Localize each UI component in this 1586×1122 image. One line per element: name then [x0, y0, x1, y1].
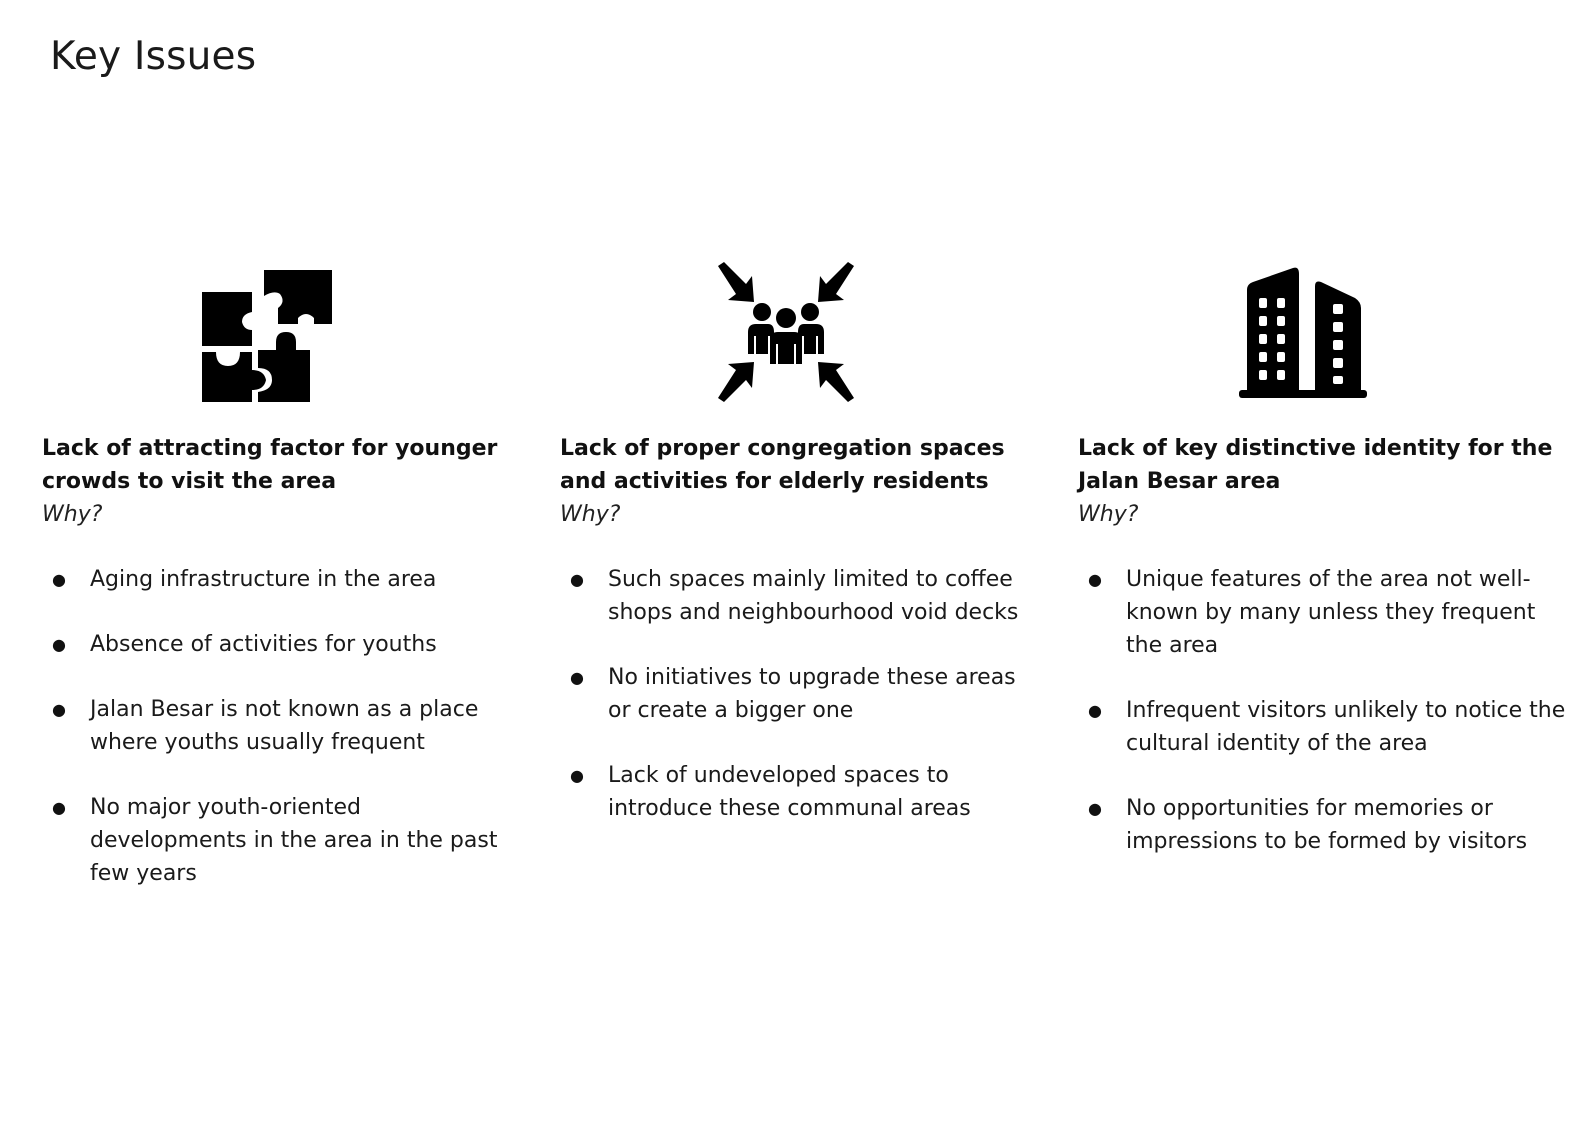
- issue-column-elderly: [560, 262, 1030, 857]
- why-label: Why?: [560, 502, 621, 527]
- bullet-icon: ●: [52, 570, 66, 589]
- reason-item: [42, 563, 512, 596]
- issue-column-youth: [42, 262, 512, 922]
- reason-text: No opportunities for memories or impressions to be formed by visitors: [1126, 796, 1528, 854]
- reason-item: [42, 628, 512, 661]
- issue-title: Lack of proper congregation spaces and activities for elderly residents: [560, 436, 1005, 494]
- issue-title: Lack of key distinctive identity for the Jalan Besar area: [1078, 436, 1553, 494]
- reason-list: [42, 563, 512, 890]
- reason-text: Infrequent visitors unlikely to notice the cultural identity of the area: [1126, 698, 1566, 756]
- reason-text: No major youth-oriented developments in the area in the past few years: [90, 795, 498, 886]
- bullet-icon: ●: [1088, 570, 1102, 589]
- bullet-icon: ●: [1088, 701, 1102, 720]
- reason-item: [42, 693, 512, 759]
- reason-list: [1078, 563, 1568, 858]
- bullet-icon: ●: [52, 798, 66, 817]
- reason-text: Unique features of the area not well-known by many unless they frequent the area: [1126, 567, 1536, 658]
- congregation-icon: [718, 262, 854, 402]
- building-icon: [1235, 262, 1371, 402]
- reason-text: Jalan Besar is not known as a place where youths usually frequent: [90, 697, 479, 755]
- reason-text: Such spaces mainly limited to coffee shops and neighbourhood void decks: [608, 567, 1019, 625]
- reason-item: [1078, 563, 1568, 662]
- bullet-icon: ●: [52, 635, 66, 654]
- issue-column-identity: [1078, 262, 1568, 890]
- reason-text: No initiatives to upgrade these areas or create a bigger one: [608, 665, 1016, 723]
- reason-item: [42, 791, 512, 890]
- reason-text: Aging infrastructure in the area: [90, 567, 437, 592]
- puzzle-icon: [202, 262, 338, 402]
- page-title: Key Issues: [50, 34, 257, 79]
- bullet-icon: ●: [1088, 799, 1102, 818]
- why-label: Why?: [42, 502, 103, 527]
- reason-item: [1078, 694, 1568, 760]
- reason-item: [560, 661, 1030, 727]
- reason-list: [560, 563, 1030, 825]
- why-label: Why?: [1078, 502, 1139, 527]
- bullet-icon: ●: [570, 570, 584, 589]
- reason-text: Lack of undeveloped spaces to introduce these communal areas: [608, 763, 971, 821]
- reason-item: [1078, 792, 1568, 858]
- bullet-icon: ●: [570, 766, 584, 785]
- bullet-icon: ●: [52, 700, 66, 719]
- reason-text: Absence of activities for youths: [90, 632, 437, 657]
- bullet-icon: ●: [570, 668, 584, 687]
- reason-item: [560, 759, 1030, 825]
- issue-title: Lack of attracting factor for younger crowds to visit the area: [42, 436, 498, 494]
- reason-item: [560, 563, 1030, 629]
